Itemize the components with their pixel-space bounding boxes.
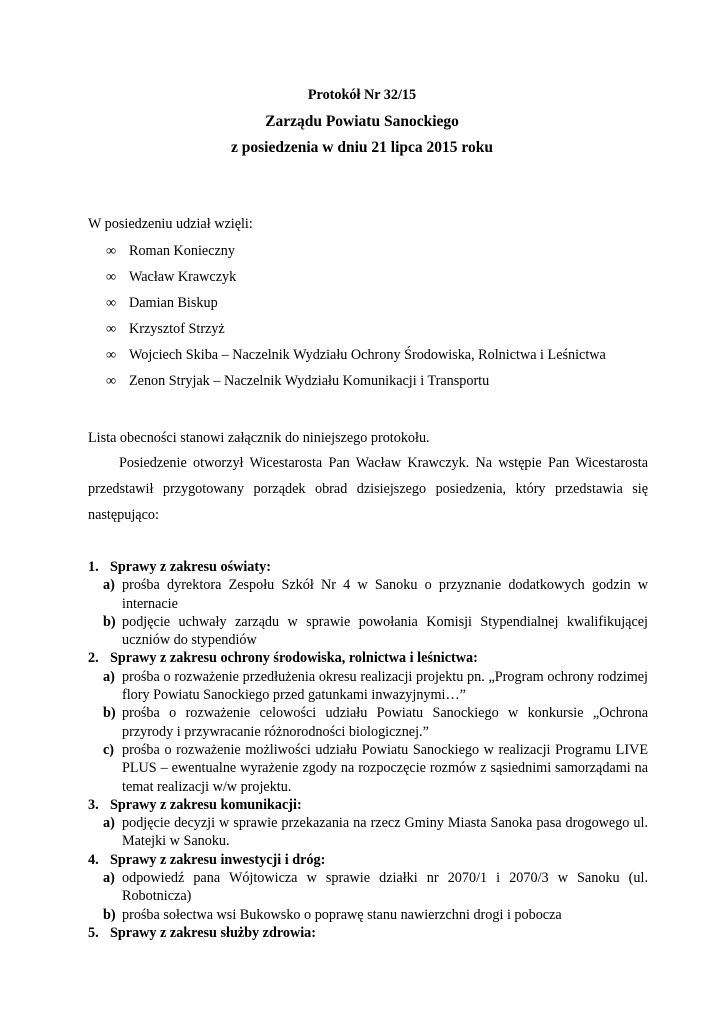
agenda-section [88,558,648,649]
agenda-item: b) prośba sołectwa wsi Bukowsko o poprawę stanu nawierzchni drogi i pobocza [103,906,562,923]
agenda-item: b) prośba o rozważenie celowości udziału Powiatu Sanockiego w konkursie „Ochrona przyrody i przywracanie różnorodności biologicznej.” [103,705,648,740]
attendance-note: Lista obecności stanowi załącznik do niniejszego protokołu. [88,430,430,446]
section-heading: 5. Sprawy z zakresu służby zdrowia: [88,924,316,941]
agenda-item: a) podjęcie decyzji w sprawie przekazania na rzecz Gminy Miasta Sanoka pasa drogowego ul. Matejki w Sanoku. [103,815,648,850]
infinity-bullet-icon: ∞ [106,373,117,389]
agenda-section [88,924,648,942]
section-heading: 4. Sprawy z zakresu inwestycji i dróg: [88,851,326,868]
list-item: ∞ Damian Biskup [106,295,218,311]
infinity-bullet-icon: ∞ [106,347,117,363]
agenda-section [88,796,648,851]
agenda-section [88,851,648,924]
infinity-bullet-icon: ∞ [106,295,117,311]
section-heading: 1. Sprawy z zakresu oświaty: [88,559,271,575]
list-item: ∞ Wojciech Skiba – Naczelnik Wydziału Ochrony Środowiska, Rolnictwa i Leśnictwa [106,347,606,363]
list-item: ∞ Wacław Krawczyk [106,269,237,285]
list-item: ∞ Roman Konieczny [106,243,235,259]
list-item: ∞ Krzysztof Strzyż [106,321,225,337]
infinity-bullet-icon: ∞ [106,243,117,259]
list-item: ∞ Zenon Stryjak – Naczelnik Wydziału Komunikacji i Transportu [106,373,490,389]
agenda-item: b) podjęcie uchwały zarządu w sprawie powołania Komisji Stypendialnej kwalifikującej uczniów do stypendiów [103,613,648,649]
agenda-item: a) prośba o rozważenie przedłużenia okresu realizacji projektu pn. „Program ochrony rodzimej flory Powiatu Sanockiego przed gatunkami inwazyjnymi…” [103,668,648,704]
meeting-date: z posiedzenia w dniu 21 lipca 2015 roku [231,139,493,156]
infinity-bullet-icon: ∞ [106,269,117,285]
section-heading: 2. Sprawy z zakresu ochrony środowiska, rolnictwa i leśnictwa: [88,650,478,667]
infinity-bullet-icon: ∞ [106,321,117,337]
attendance-intro: W posiedzeniu udział wzięli: [88,216,253,232]
agenda-section [88,649,648,795]
opening-paragraph: Posiedzenie otworzył Wicestarosta Pan Wacław Krawczyk. Na wstępie Pan Wicestarosta przedstawił przygotowany porządek obrad dzisiejszego posiedzenia, który przedstawia się następująco: [88,455,648,523]
agenda-item: a) prośba dyrektora Zespołu Szkół Nr 4 w Sanoku o przyznanie dodatkowych godzin w internacie [103,577,648,612]
agenda-item: c) prośba o rozważenie możliwości udziału Powiatu Sanockiego w realizacji Programu LIVE PLUS – ewentualne wyrażenie zgody na rozpoczęcie rozmów z sąsiednimi samorządami na temat realizacji w/w projektu. [103,741,648,795]
section-heading: 3. Sprawy z zakresu komunikacji: [88,796,302,813]
protocol-number: Protokół Nr 32/15 [307,87,417,103]
board-name: Zarządu Powiatu Sanockiego [265,113,459,130]
agenda-item: a) odpowiedź pana Wójtowicza w sprawie działki nr 2070/1 i 2070/3 w Sanoku (ul. Robotnicza) [103,870,648,905]
agenda-list [88,558,648,942]
